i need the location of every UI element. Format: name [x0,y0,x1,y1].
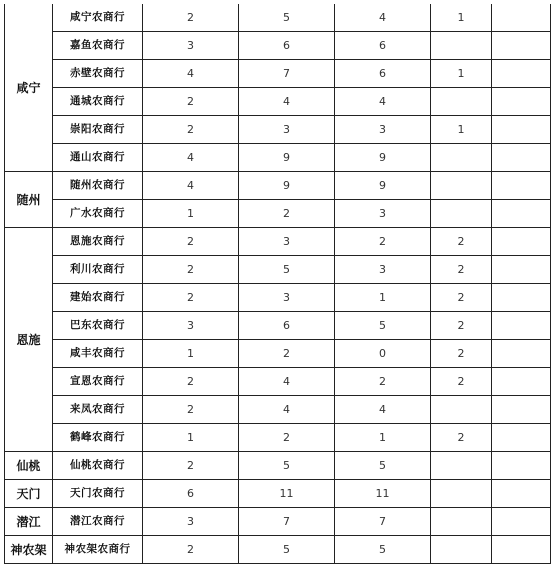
value-cell-c5 [492,536,551,564]
bank-name-cell: 潜江农商行 [53,508,143,536]
value-cell-c2: 2 [239,424,335,452]
table-row [5,396,551,424]
value-cell-c1: 1 [143,340,239,368]
bank-name-cell: 鹤峰农商行 [53,424,143,452]
value-cell-c5 [492,424,551,452]
value-cell-c3: 5 [335,536,431,564]
value-cell-c3: 7 [335,508,431,536]
value-cell-c4: 2 [431,228,492,256]
value-cell-c1: 4 [143,144,239,172]
value-cell-c1: 4 [143,172,239,200]
value-cell-c5 [492,312,551,340]
bank-name-cell: 恩施农商行 [53,228,143,256]
table-row [5,452,551,480]
value-cell-c5 [492,60,551,88]
bank-name-cell: 随州农商行 [53,172,143,200]
value-cell-c1: 3 [143,32,239,60]
value-cell-c5 [492,172,551,200]
value-cell-c5 [492,144,551,172]
data-table [4,4,551,564]
value-cell-c2: 5 [239,4,335,32]
table-row [5,172,551,200]
value-cell-c5 [492,396,551,424]
value-cell-c1: 3 [143,508,239,536]
value-cell-c2: 5 [239,452,335,480]
value-cell-c1: 2 [143,4,239,32]
value-cell-c5 [492,284,551,312]
value-cell-c1: 2 [143,396,239,424]
table-row [5,256,551,284]
value-cell-c5 [492,480,551,508]
value-cell-c3: 0 [335,340,431,368]
bank-name-cell: 建始农商行 [53,284,143,312]
bank-name-cell: 嘉鱼农商行 [53,32,143,60]
value-cell-c3: 4 [335,4,431,32]
value-cell-c3: 4 [335,396,431,424]
value-cell-c4 [431,32,492,60]
table-row [5,60,551,88]
value-cell-c4: 1 [431,116,492,144]
value-cell-c2: 3 [239,116,335,144]
value-cell-c4: 2 [431,284,492,312]
bank-name-cell: 神农架农商行 [53,536,143,564]
region-cell: 天门 [5,480,53,508]
table-row [5,228,551,256]
value-cell-c1: 2 [143,228,239,256]
table-row [5,284,551,312]
table-row [5,88,551,116]
table-row [5,32,551,60]
value-cell-c2: 9 [239,144,335,172]
value-cell-c5 [492,88,551,116]
bank-name-cell: 广水农商行 [53,200,143,228]
value-cell-c1: 2 [143,452,239,480]
table-body [5,4,551,564]
value-cell-c1: 2 [143,284,239,312]
value-cell-c3: 11 [335,480,431,508]
value-cell-c5 [492,368,551,396]
value-cell-c4: 1 [431,60,492,88]
bank-name-cell: 赤壁农商行 [53,60,143,88]
value-cell-c4: 2 [431,340,492,368]
table-row [5,480,551,508]
value-cell-c3: 9 [335,144,431,172]
value-cell-c3: 1 [335,284,431,312]
value-cell-c1: 1 [143,200,239,228]
value-cell-c1: 6 [143,480,239,508]
value-cell-c2: 3 [239,284,335,312]
value-cell-c5 [492,228,551,256]
bank-name-cell: 崇阳农商行 [53,116,143,144]
value-cell-c4: 1 [431,4,492,32]
value-cell-c2: 4 [239,88,335,116]
table-row [5,312,551,340]
value-cell-c1: 2 [143,256,239,284]
table-row [5,424,551,452]
table-row [5,536,551,564]
value-cell-c4 [431,396,492,424]
value-cell-c3: 6 [335,32,431,60]
value-cell-c2: 2 [239,200,335,228]
value-cell-c5 [492,116,551,144]
value-cell-c3: 4 [335,88,431,116]
value-cell-c3: 3 [335,200,431,228]
value-cell-c3: 1 [335,424,431,452]
value-cell-c2: 5 [239,536,335,564]
value-cell-c5 [492,200,551,228]
bank-name-cell: 通山农商行 [53,144,143,172]
value-cell-c4 [431,536,492,564]
region-cell: 潜江 [5,508,53,536]
value-cell-c4 [431,480,492,508]
value-cell-c5 [492,452,551,480]
table-row [5,340,551,368]
table-row [5,200,551,228]
table-row [5,4,551,32]
bank-name-cell: 天门农商行 [53,480,143,508]
value-cell-c3: 3 [335,256,431,284]
value-cell-c1: 2 [143,368,239,396]
table-row [5,508,551,536]
value-cell-c5 [492,32,551,60]
value-cell-c3: 6 [335,60,431,88]
value-cell-c4: 2 [431,312,492,340]
value-cell-c4: 2 [431,256,492,284]
value-cell-c3: 5 [335,452,431,480]
value-cell-c4 [431,88,492,116]
value-cell-c3: 9 [335,172,431,200]
value-cell-c2: 11 [239,480,335,508]
value-cell-c4 [431,452,492,480]
value-cell-c1: 3 [143,312,239,340]
bank-name-cell: 咸宁农商行 [53,4,143,32]
value-cell-c5 [492,4,551,32]
value-cell-c1: 1 [143,424,239,452]
bank-name-cell: 通城农商行 [53,88,143,116]
bank-name-cell: 仙桃农商行 [53,452,143,480]
value-cell-c3: 2 [335,228,431,256]
table-row [5,116,551,144]
value-cell-c4: 2 [431,424,492,452]
value-cell-c4 [431,172,492,200]
region-cell: 仙桃 [5,452,53,480]
value-cell-c2: 7 [239,60,335,88]
bank-name-cell: 利川农商行 [53,256,143,284]
value-cell-c5 [492,256,551,284]
value-cell-c1: 2 [143,116,239,144]
value-cell-c3: 3 [335,116,431,144]
bank-name-cell: 来凤农商行 [53,396,143,424]
value-cell-c4 [431,200,492,228]
value-cell-c2: 4 [239,368,335,396]
value-cell-c3: 2 [335,368,431,396]
value-cell-c2: 2 [239,340,335,368]
value-cell-c2: 7 [239,508,335,536]
value-cell-c1: 2 [143,88,239,116]
value-cell-c2: 5 [239,256,335,284]
value-cell-c2: 6 [239,312,335,340]
value-cell-c5 [492,340,551,368]
value-cell-c4 [431,144,492,172]
value-cell-c2: 3 [239,228,335,256]
region-cell: 恩施 [5,228,53,452]
value-cell-c1: 2 [143,536,239,564]
bank-name-cell: 宣恩农商行 [53,368,143,396]
table-row [5,368,551,396]
region-cell: 随州 [5,172,53,228]
value-cell-c2: 9 [239,172,335,200]
value-cell-c2: 4 [239,396,335,424]
bank-name-cell: 巴东农商行 [53,312,143,340]
region-cell: 神农架 [5,536,53,564]
value-cell-c3: 5 [335,312,431,340]
region-cell: 咸宁 [5,4,53,172]
value-cell-c4 [431,508,492,536]
value-cell-c5 [492,508,551,536]
value-cell-c2: 6 [239,32,335,60]
value-cell-c1: 4 [143,60,239,88]
value-cell-c4: 2 [431,368,492,396]
table-row [5,144,551,172]
bank-name-cell: 咸丰农商行 [53,340,143,368]
